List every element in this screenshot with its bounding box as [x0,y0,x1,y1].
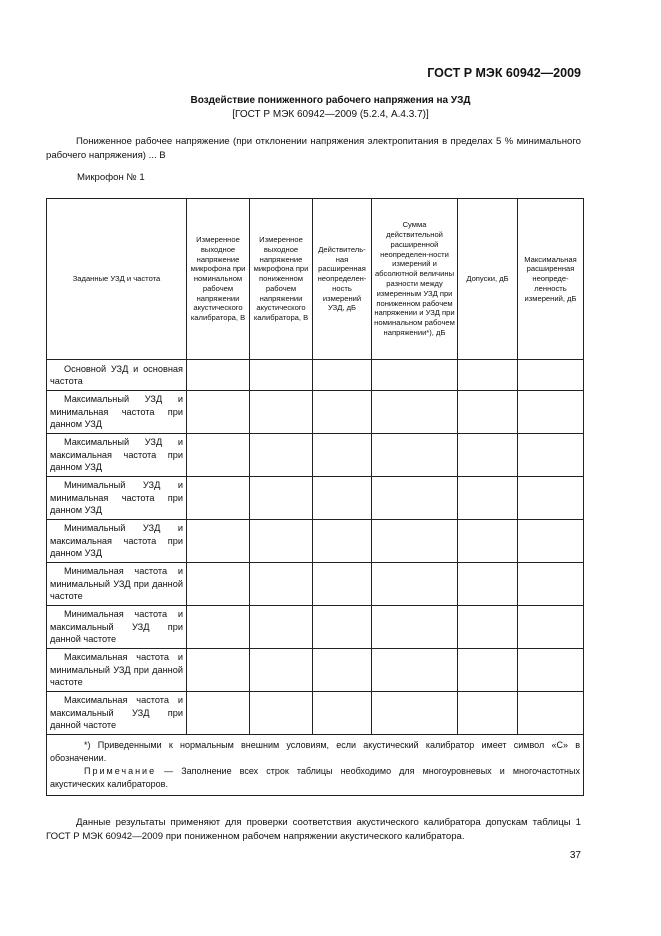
row-label: Основной УЗД и основная частота [47,360,187,391]
table-header-row [47,199,584,360]
value-cell [458,477,518,520]
value-cell [313,360,372,391]
value-cell [187,434,250,477]
row-label: Максимальная частота и максимальный УЗД при данной частоте [47,692,187,735]
value-cell [518,563,584,606]
value-cell [458,649,518,692]
row-label: Минимальная частота и минимальный УЗД при данной частоте [47,563,187,606]
value-cell [313,434,372,477]
page-number: 37 [569,850,581,861]
value-cell [458,692,518,735]
conclusion-paragraph: Данные результаты применяют для проверки соответствия акустического калибратора допускам таблицы 1 ГОСТ Р МЭК 60942—2009 при пониженном рабочем напряжении акустического калибратора. [46,817,581,842]
value-cell [458,606,518,649]
value-cell [313,649,372,692]
value-cell [187,649,250,692]
table-row [47,477,584,520]
table-row [47,606,584,649]
value-cell [372,360,458,391]
value-cell [250,434,313,477]
section-title: Воздействие пониженного рабочего напряжения на УЗД [190,95,471,106]
value-cell [372,434,458,477]
value-cell [250,360,313,391]
row-label: Минимальный УЗД и минимальная частота при данном УЗД [47,477,187,520]
header-cell: Измеренное выходное напряжение микрофона при пониженном рабочем напряжении акустического калибратора, В [250,199,313,360]
table-row [47,520,584,563]
value-cell [187,360,250,391]
value-cell [250,520,313,563]
value-cell [458,391,518,434]
document-header: ГОСТ Р МЭК 60942—2009 [427,66,581,80]
value-cell [187,692,250,735]
row-label: Минимальный УЗД и максимальная частота при данном УЗД [47,520,187,563]
intro-paragraph: Пониженное рабочее напряжение (при отклонении напряжения электропитания в пределах 5 % минимального рабочего напряжения) ... В [46,136,581,161]
value-cell [518,477,584,520]
table-row [47,563,584,606]
value-cell [518,391,584,434]
value-cell [458,360,518,391]
value-cell [372,649,458,692]
header-cell: Заданные УЗД и частота [47,199,187,360]
value-cell [518,520,584,563]
value-cell [372,391,458,434]
header-cell: Действитель-ная расширенная неопределен-ность измерений УЗД, дБ [313,199,372,360]
value-cell [372,606,458,649]
value-cell [313,520,372,563]
row-label: Минимальная частота и максимальный УЗД при данной частоте [47,606,187,649]
row-label: Максимальный УЗД и максимальная частота при данном УЗД [47,434,187,477]
table-footer-row [47,735,584,796]
value-cell [372,520,458,563]
microphone-label: Микрофон № 1 [77,172,145,183]
value-cell [313,563,372,606]
value-cell [250,649,313,692]
value-cell [458,434,518,477]
row-label: Максимальный УЗД и минимальная частота при данном УЗД [47,391,187,434]
note [50,765,580,791]
note-text: — Заполнение всех строк таблицы необходимо для многоуровневых и многочастотных акустических калибраторов. [50,766,580,789]
value-cell [187,563,250,606]
value-cell [313,606,372,649]
header-cell: Измеренное выходное напряжение микрофона при номинальном рабочем напряжении акустического калибратора, В [187,199,250,360]
header-cell: Сумма действительной расширенной неопределен-ности измерений и абсолютной величины разности между измеренным УЗД при пониженном рабочем напряжении и УЗД при номинальном рабочем напряжении*), дБ [372,199,458,360]
value-cell [518,434,584,477]
section-reference: [ГОСТ Р МЭК 60942—2009 (5.2.4, А.4.3.7)] [232,109,429,120]
value-cell [518,692,584,735]
table-notes [47,735,584,796]
value-cell [372,477,458,520]
value-cell [250,391,313,434]
results-table [46,198,584,796]
value-cell [250,477,313,520]
row-label: Максимальная частота и минимальный УЗД при данной частоте [47,649,187,692]
value-cell [187,391,250,434]
table-row [47,434,584,477]
value-cell [372,563,458,606]
value-cell [458,563,518,606]
value-cell [187,520,250,563]
value-cell [313,477,372,520]
table-row [47,649,584,692]
header-cell: Допуски, дБ [458,199,518,360]
value-cell [458,520,518,563]
value-cell [187,477,250,520]
footnote: *) Приведенными к нормальным внешним условиям, если акустический калибратор имеет символ «С» в обозначении. [50,740,580,763]
header-cell: Максимальная расширенная неопреде-ленность измерений, дБ [518,199,584,360]
note-label: Примечание [84,766,157,776]
table-row [47,692,584,735]
value-cell [187,606,250,649]
table-row [47,391,584,434]
value-cell [518,360,584,391]
value-cell [313,692,372,735]
value-cell [518,649,584,692]
value-cell [250,606,313,649]
value-cell [518,606,584,649]
value-cell [313,391,372,434]
value-cell [372,692,458,735]
value-cell [250,563,313,606]
value-cell [250,692,313,735]
table-row [47,360,584,391]
